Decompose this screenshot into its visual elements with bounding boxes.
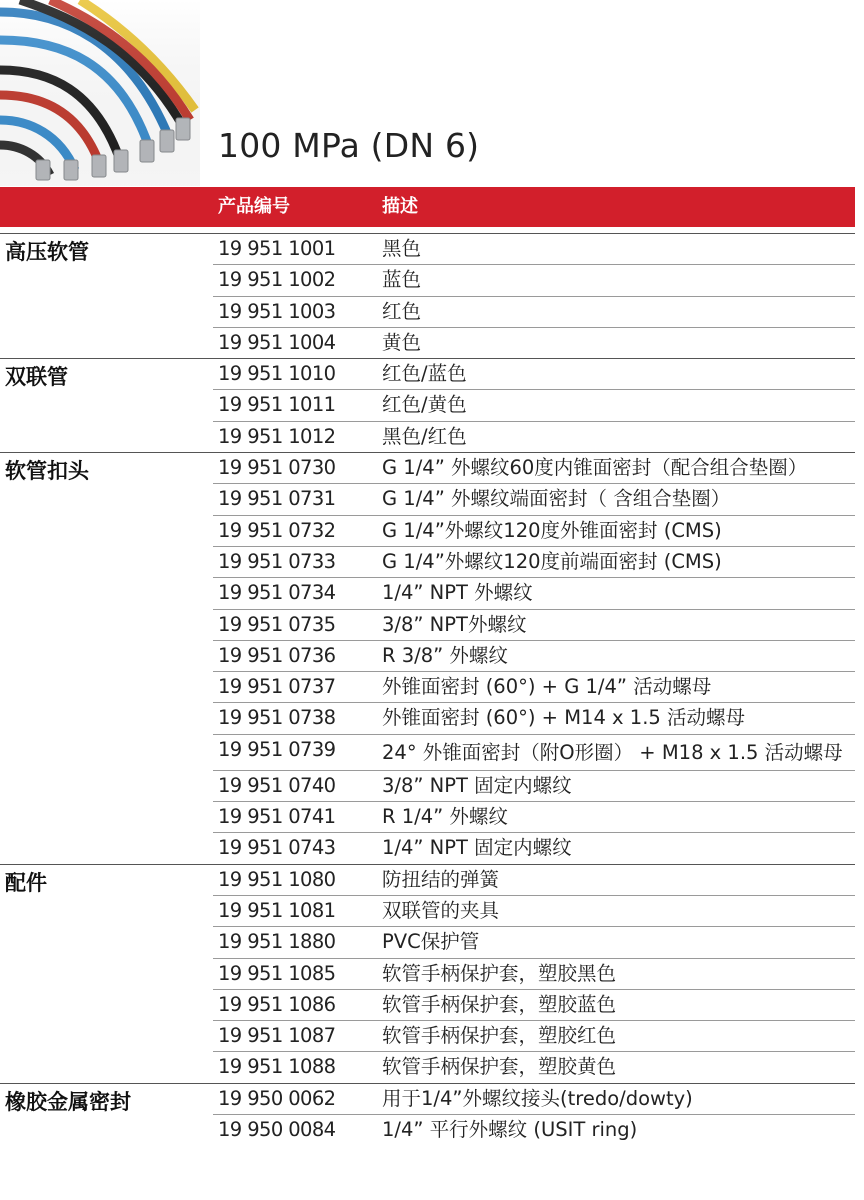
table-row [213, 483, 855, 514]
table-row [213, 895, 855, 926]
product-code: 19 951 0741 [218, 805, 336, 829]
product-code: 19 951 1011 [218, 393, 336, 417]
table-row [213, 770, 855, 801]
product-group [0, 864, 855, 1083]
table-row [213, 359, 855, 389]
group-label: 配件 [5, 870, 47, 895]
group-label: 软管扣头 [5, 459, 89, 484]
product-code: 19 951 1087 [218, 1024, 336, 1048]
product-code: 19 951 0732 [218, 518, 336, 542]
product-description: 红色 [382, 299, 422, 323]
product-code: 19 951 0737 [218, 675, 336, 699]
product-code: 19 951 0734 [218, 581, 336, 605]
table-row [213, 958, 855, 989]
group-items [213, 453, 855, 864]
product-group [0, 233, 855, 358]
product-description: 软管手柄保护套，塑胶红色 [382, 1024, 617, 1048]
table-row [213, 515, 855, 546]
product-description: 红色/黄色 [382, 393, 467, 417]
group-items [213, 359, 855, 452]
product-code: 19 951 0738 [218, 706, 336, 730]
product-group [0, 358, 855, 452]
table-row [213, 832, 855, 863]
product-code: 19 951 0733 [218, 549, 336, 573]
product-code: 19 951 1010 [218, 362, 336, 386]
product-description: R 3/8” 外螺纹 [382, 643, 508, 667]
product-code: 19 951 0731 [218, 487, 336, 511]
table-row [213, 702, 855, 733]
product-code: 19 951 1085 [218, 961, 336, 985]
table-row [213, 1051, 855, 1082]
group-label: 橡胶金属密封 [5, 1089, 131, 1114]
product-code: 19 951 1003 [218, 299, 336, 323]
table-row [213, 1114, 855, 1145]
product-description: PVC保护管 [382, 930, 480, 954]
product-code: 19 951 1012 [218, 424, 336, 448]
product-description: 软管手柄保护套，塑胶黑色 [382, 961, 617, 985]
product-description: 防扭结的弹簧 [382, 867, 500, 891]
product-code: 19 951 1086 [218, 992, 336, 1016]
table-row [213, 671, 855, 702]
table-row [213, 609, 855, 640]
table-row [213, 1020, 855, 1051]
product-description: 黑色 [382, 237, 422, 260]
product-group [0, 452, 855, 864]
product-code: 19 951 1880 [218, 930, 336, 954]
product-description: 软管手柄保护套，塑胶蓝色 [382, 992, 617, 1016]
product-description: 24° 外锥面密封（附O形圈） + M18 x 1.5 活动螺母 [382, 740, 843, 764]
table-row [213, 801, 855, 832]
product-code: 19 951 1002 [218, 268, 336, 292]
table-row [213, 389, 855, 420]
product-description: 1/4” NPT 固定内螺纹 [382, 836, 572, 860]
table-row [213, 577, 855, 608]
product-description: 用于1/4”外螺纹接头(tredo/dowty) [382, 1086, 693, 1110]
table-row [213, 734, 855, 770]
table-row [213, 421, 855, 452]
table-row [213, 1084, 855, 1114]
product-description: G 1/4”外螺纹120度外锥面密封 (CMS) [382, 518, 722, 542]
group-items [213, 865, 855, 1083]
table-row [213, 327, 855, 358]
product-description: 双联管的夹具 [382, 898, 500, 922]
product-description: 1/4” NPT 外螺纹 [382, 581, 533, 605]
table-row [213, 989, 855, 1020]
product-code: 19 950 0084 [218, 1118, 336, 1142]
hydraulic-hoses-image [0, 0, 200, 186]
product-description: G 1/4” 外螺纹60度内锥面密封（配合组合垫圈） [382, 456, 808, 480]
product-code: 19 951 1081 [218, 898, 336, 922]
group-label: 双联管 [5, 365, 68, 390]
product-code: 19 951 0735 [218, 612, 336, 636]
product-description: 蓝色 [382, 268, 422, 292]
product-code: 19 951 0730 [218, 456, 336, 480]
group-items [213, 234, 855, 358]
table-row [213, 546, 855, 577]
column-header-code: 产品编号 [218, 196, 290, 217]
product-table [0, 233, 855, 1145]
page-header [0, 0, 864, 186]
group-items [213, 1084, 855, 1146]
product-description: G 1/4” 外螺纹端面密封（ 含组合垫圈） [382, 487, 731, 511]
table-header [0, 187, 855, 227]
group-label: 高压软管 [5, 240, 89, 264]
table-row [213, 453, 855, 483]
product-description: 外锥面密封 (60°) + M14 x 1.5 活动螺母 [382, 706, 745, 730]
product-code: 19 951 1004 [218, 330, 336, 354]
product-description: G 1/4”外螺纹120度前端面密封 (CMS) [382, 549, 722, 573]
product-description: 3/8” NPT 固定内螺纹 [382, 773, 572, 797]
table-row [213, 234, 855, 264]
product-description: 黑色/红色 [382, 424, 467, 448]
product-code: 19 951 0740 [218, 773, 336, 797]
table-row [213, 865, 855, 895]
table-row [213, 296, 855, 327]
column-header-description: 描述 [382, 196, 418, 217]
product-description: 1/4” 平行外螺纹 (USIT ring) [382, 1118, 638, 1142]
page-title: 100 MPa (DN 6) [218, 126, 480, 165]
product-description: 外锥面密封 (60°) + G 1/4” 活动螺母 [382, 675, 712, 699]
product-description: 软管手柄保护套，塑胶黄色 [382, 1055, 617, 1079]
product-code: 19 951 1088 [218, 1055, 336, 1079]
product-description: 3/8” NPT外螺纹 [382, 612, 527, 636]
product-code: 19 951 1080 [218, 867, 336, 891]
product-description: R 1/4” 外螺纹 [382, 805, 508, 829]
product-code: 19 951 0736 [218, 643, 336, 667]
product-code: 19 950 0062 [218, 1086, 336, 1110]
product-code: 19 951 0739 [218, 737, 336, 761]
product-code: 19 951 1001 [218, 237, 336, 260]
product-description: 红色/蓝色 [382, 362, 467, 386]
table-row [213, 640, 855, 671]
table-row [213, 264, 855, 295]
product-code: 19 951 0743 [218, 836, 336, 860]
product-group [0, 1083, 855, 1146]
table-row [213, 926, 855, 957]
product-description: 黄色 [382, 330, 422, 354]
